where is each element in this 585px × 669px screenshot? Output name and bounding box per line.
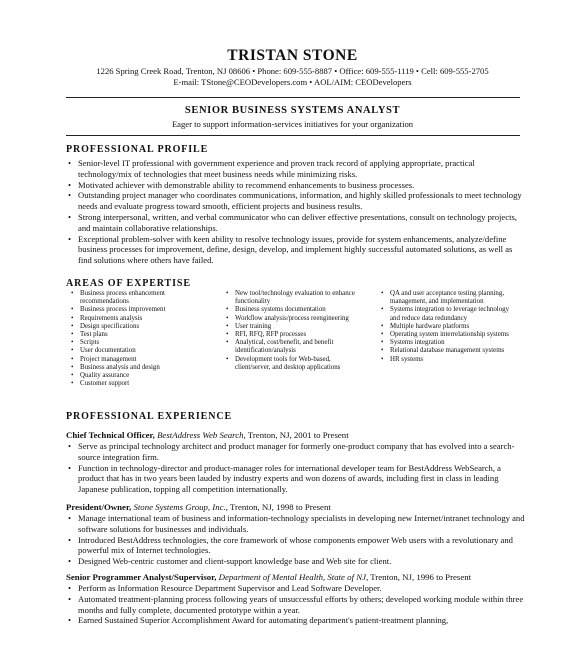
job-header (66, 430, 349, 440)
skill-item: • User training (225, 323, 365, 331)
job-location-dates: Trenton, NJ, 1996 to Present (368, 572, 472, 582)
job-company: Department of Mental Health, State of NJ, (218, 572, 369, 582)
skill-item: • QA and user acceptance testing planning, management, and implementation (380, 290, 520, 306)
profile-heading: PROFESSIONAL PROFILE (66, 144, 209, 155)
profile-bullet: • Motivated achiever with demonstrable ability to recommend enhancements to business processes. (66, 180, 526, 191)
skill-item: • Business systems documentation (225, 306, 365, 314)
skill-item: • User documentation (70, 347, 210, 355)
job-bullet: • Manage international team of business and information-technology specialists in developing new Internet/intranet technology and software solutions for businesses and individuals. (66, 513, 526, 535)
skill-item: • Relational database management systems (380, 347, 520, 355)
expertise-column-3 (380, 290, 520, 364)
job-header (66, 572, 471, 582)
skill-item: • HR systems (380, 356, 520, 364)
job-role: Chief Technical Officer, (66, 430, 155, 440)
job-location-dates: Trenton, NJ, 2001 to Present (245, 430, 349, 440)
skill-item: • Development tools for Web-based, client/server, and desktop applications (225, 356, 365, 372)
job-bullet: • Earned Sustained Superior Accomplishment Award for automating department's patient-treatment planning, (66, 615, 526, 626)
experience-heading: PROFESSIONAL EXPERIENCE (66, 411, 233, 422)
skill-item: • Multiple hardware platforms (380, 323, 520, 331)
expertise-column-1 (70, 290, 210, 388)
job-company: Stone Systems Group, Inc., (133, 502, 228, 512)
job-company: BestAddress Web Search, (157, 430, 246, 440)
job-header (66, 502, 331, 512)
job-bullet: • Serve as principal technology architect and product manager for formerly one-product company that has evolved into a search-source integration firm. (66, 441, 526, 463)
job-bullet: • Designed Web-centric customer and client-support knowledge base and Web site for client. (66, 556, 526, 567)
skill-item: • Test plans (70, 331, 210, 339)
skill-item: • Operating system interrelationship systems (380, 331, 520, 339)
job-bullet: • Introduced BestAddress technologies, the core framework of whose components empower Web users with a revolutionary and powerful mix of Internet technologies. (66, 535, 526, 557)
skill-item: • Business process enhancement recommendations (70, 290, 210, 306)
expertise-heading: AREAS OF EXPERTISE (66, 278, 191, 289)
skill-item: • Customer support (70, 380, 210, 388)
job-bullets (66, 513, 526, 567)
profile-bullet: • Senior-level IT professional with government experience and proven track record of applying appropriate, practical technology/mix of technologies that meet business needs while minimizing risks. (66, 158, 526, 180)
job-bullets (66, 441, 526, 495)
profile-bullet: • Outstanding project manager who coordinates communications, information, and highly skilled professionals to meet technology needs and evaluate progress toward smooth, efficient projects and business results. (66, 190, 526, 212)
skill-item: • New tool/technology evaluation to enhance functionality (225, 290, 365, 306)
contact-line-address: 1226 Spring Creek Road, Trenton, NJ 08606 • Phone: 609-555-8887 • Office: 609-555-1119 • Cell: 609-555-2705 (96, 66, 489, 76)
job-bullet: • Automated treatment-planning process following years of unsuccessful efforts by others; developed working module within three months and fully complete, documented prototype within a year. (66, 594, 526, 616)
expertise-column-2 (225, 290, 365, 372)
candidate-name: TRISTAN STONE (227, 47, 358, 64)
skill-item: • Analytical, cost/benefit, and benefit identification/analysis (225, 339, 365, 355)
top-divider (66, 97, 520, 98)
skill-item: • Business process improvement (70, 306, 210, 314)
skill-item: • Business analysis and design (70, 364, 210, 372)
job-bullet: • Perform as Information Resource Department Supervisor and Lead Software Developer. (66, 583, 526, 594)
job-role: Senior Programmer Analyst/Supervisor, (66, 572, 217, 582)
skill-item: • Project management (70, 356, 210, 364)
skill-item: • Quality assurance (70, 372, 210, 380)
skill-item: • Requirements analysis (70, 315, 210, 323)
skill-item: • RFI, RFQ, RFP processes (225, 331, 365, 339)
job-location-dates: Trenton, NJ, 1998 to Present (227, 502, 331, 512)
profile-list (66, 158, 526, 266)
skill-item: • Systems integration to leverage technology and reduce data redundancy (380, 306, 520, 322)
target-job-title: SENIOR BUSINESS SYSTEMS ANALYST (184, 105, 401, 116)
contact-line-email: E-mail: TStone@CEODevelopers.com • AOL/AIM: CEODevelopers (173, 77, 412, 87)
bottom-divider (66, 135, 520, 136)
job-bullet: • Function in technology-director and product-manager roles for international developer team for BestAddress WebSearch, a product that has in two years been lauded by industry experts and won dozens of awards, including first in class in leading Japanese publication, topping all competition internationally. (66, 463, 526, 495)
job-bullets (66, 583, 526, 626)
skill-item: • Design specifications (70, 323, 210, 331)
job-role: President/Owner, (66, 502, 132, 512)
skill-item: • Workflow analysis/process reengineering (225, 315, 365, 323)
skill-item: • Scripts (70, 339, 210, 347)
objective-tagline: Eager to support information-services initiatives for your organization (171, 119, 414, 129)
profile-bullet: • Exceptional problem-solver with keen ability to resolve technology issues, provide for system enhancements, analyze/define business processes for improvement, define, design, develop, and implement highly successful automated solutions, as well as find solutions where others have failed. (66, 234, 526, 266)
skill-item: • Systems integration (380, 339, 520, 347)
profile-bullet: • Strong interpersonal, written, and verbal communicator who can deliver effective presentations, consult on technology projects, and maintain collaborative relationships. (66, 212, 526, 234)
